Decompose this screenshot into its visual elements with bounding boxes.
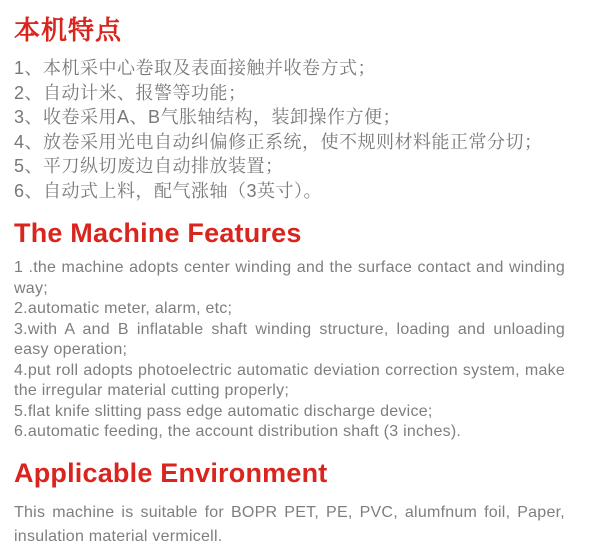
heading-applicable-environment: Applicable Environment bbox=[14, 457, 328, 488]
en-feature-item-2: 2.automatic meter, alarm, etc; bbox=[14, 300, 233, 317]
cn-feature-item-3: 3、收卷采用A、B气胀轴结构，装卸操作方便； bbox=[14, 107, 402, 127]
en-feature-item-5: 5.flat knife slitting pass edge automatic discharge device; bbox=[14, 402, 433, 420]
cn-feature-item-5: 5、平刀纵切废边自动排放装置； bbox=[14, 156, 284, 176]
en-feature-item-3: 3.with A and B inflatable shaft winding structure, loading and unloading easy operation; bbox=[14, 320, 565, 358]
en-feature-item-4: 4.put roll adopts photoelectric automatic deviation correction system, make the irregular material cutting properly; bbox=[14, 361, 565, 399]
heading-en-features: The Machine Features bbox=[14, 218, 302, 248]
cn-feature-item-2: 2、自动计米、报警等功能； bbox=[14, 82, 247, 103]
cn-feature-item-4: 4、放卷采用光电自动纠偏修正系统，使不规则材料能正常分切； bbox=[14, 131, 543, 152]
cn-feature-item-1: 1、本机采中心卷取及表面接触并收卷方式； bbox=[14, 58, 377, 78]
en-features-list bbox=[14, 258, 565, 443]
cn-features-list bbox=[14, 56, 565, 203]
cn-feature-item-6: 6、自动式上料，配气涨轴（3英寸）。 bbox=[14, 180, 323, 201]
applicable-environment-paragraph: This machine is suitable for BOPR PET, PE, PVC, alumfnum foil, Paper, insulation material vermicell. bbox=[14, 503, 565, 545]
en-feature-item-1: 1 .the machine adopts center winding and the surface contact and winding way; bbox=[14, 259, 565, 297]
heading-cn-features: 本机特点 bbox=[14, 15, 123, 45]
en-feature-item-6: 6.automatic feeding, the account distribution shaft (3 inches). bbox=[14, 423, 462, 440]
